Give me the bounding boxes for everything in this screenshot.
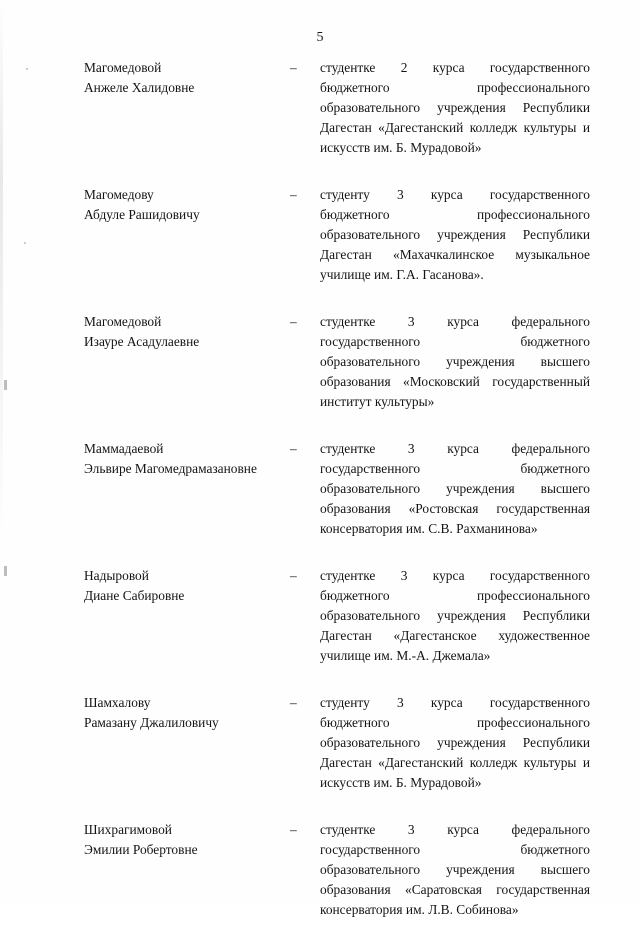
recipient-name-line: Изауре Асадулаевне <box>84 334 200 349</box>
recipient-name <box>84 693 290 733</box>
recipient-name <box>84 566 290 606</box>
list-item <box>84 185 590 285</box>
recipient-name-line: Диане Сабировне <box>84 588 185 603</box>
list-item <box>84 439 590 539</box>
recipient-name-line: Магомедовой <box>84 314 162 329</box>
recipient-name-line: Магомедову <box>84 187 154 202</box>
recipient-name-line: Надыровой <box>84 568 149 583</box>
recipient-description: студенту 3 курса государственного бюджетного профессионального образовательного учреждения Республики Дагестан «Махачкалинское музыкальное училище им. Г.А. Гасанова». <box>320 187 590 282</box>
recipient-name-line: Шихрагимовой <box>84 822 172 837</box>
list-item <box>84 58 590 158</box>
recipient-description: студенту 3 курса государственного бюджетного профессионального образовательного учреждения Республики Дагестан «Дагестанский колледж культуры и искусств им. Б. Мурадовой» <box>320 695 590 790</box>
recipient-name-line: Магомедовой <box>84 60 162 75</box>
recipient-name-line: Рамазану Джалиловичу <box>84 715 219 730</box>
separator-dash: – <box>290 60 297 75</box>
separator-dash: – <box>290 441 297 456</box>
separator-dash: – <box>290 314 297 329</box>
recipient-name <box>84 185 290 225</box>
recipient-name-line: Маммадаевой <box>84 441 164 456</box>
separator-dash: – <box>290 822 297 837</box>
recipient-name-line: Анжеле Халидовне <box>84 80 195 95</box>
list-item <box>84 820 590 920</box>
recipient-description: студентке 3 курса федерального государственного бюджетного образовательного учреждения высшего образования «Московский государственный институт культуры» <box>320 314 590 409</box>
entry-list <box>84 58 590 947</box>
list-item <box>84 312 590 412</box>
separator-dash: – <box>290 187 297 202</box>
recipient-description: студентке 2 курса государственного бюджетного профессионального образовательного учреждения Республики Дагестан «Дагестанский колледж культуры и искусств им. Б. Мурадовой» <box>320 60 590 155</box>
list-item <box>84 693 590 793</box>
recipient-description: студентке 3 курса федерального государственного бюджетного образовательного учреждения высшего образования «Ростовская государственная консерватория им. С.В. Рахманинова» <box>320 441 590 536</box>
recipient-name <box>84 820 290 860</box>
scan-speck <box>4 566 7 576</box>
recipient-description: студентке 3 курса федерального государственного бюджетного образовательного учреждения высшего образования «Саратовская государственная консерватория им. Л.В. Собинова» <box>320 822 590 917</box>
recipient-name <box>84 312 290 352</box>
scan-speck <box>24 242 26 244</box>
recipient-name-line: Эмилии Робертовне <box>84 842 198 857</box>
recipient-name-line: Эльвире Магомедрамазановне <box>84 461 257 476</box>
recipient-description: студентке 3 курса государственного бюджетного профессионального образовательного учреждения Республики Дагестан «Дагестанское художественное училище им. М.-А. Джемала» <box>320 568 590 663</box>
recipient-name <box>84 58 290 98</box>
recipient-name <box>84 439 290 479</box>
recipient-name-line: Абдуле Рашидовичу <box>84 207 200 222</box>
recipient-name-line: Шамхалову <box>84 695 151 710</box>
scan-speck <box>4 380 7 390</box>
separator-dash: – <box>290 568 297 583</box>
scan-edge-shadow <box>0 0 3 905</box>
scan-speck <box>26 68 28 70</box>
list-item <box>84 566 590 666</box>
separator-dash: – <box>290 695 297 710</box>
page-number: 5 <box>316 30 324 45</box>
